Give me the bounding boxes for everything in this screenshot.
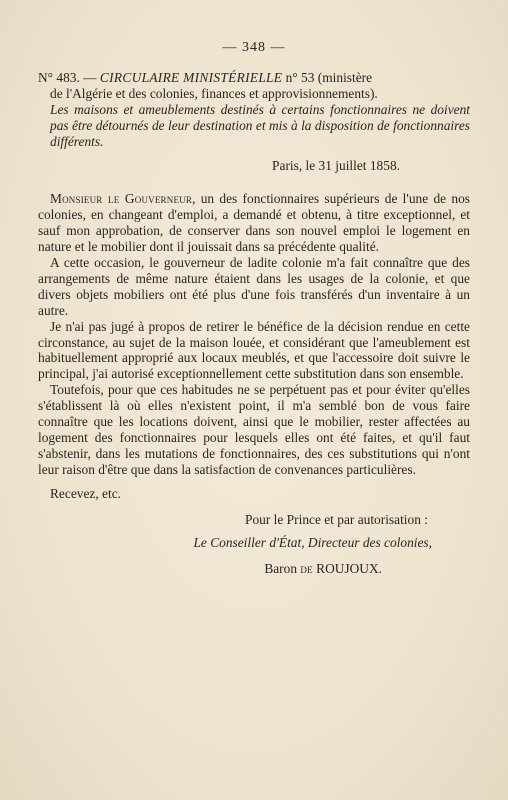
paragraph-3: Je n'ai pas jugé à propos de retirer le bénéfice de la décision rendue en cette circonstance, au sujet de la maison louée, et considérant que l'ameublement est habituellement approprié aux locaux meublés, et que l'accessoire doit suivre le principal, j'ai autorisé exceptionnellement cette substitution dans son ensemble. — [38, 318, 470, 382]
circular-subject: Les maisons et ameublements destinés à certains fonctionnaires ne doivent pas être détournés de leur destination et mis à la disposition de fonctionnaires différents. — [50, 101, 470, 149]
circular-number: N° 483. — [38, 69, 80, 85]
circular-title: CIRCULAIRE MINISTÉRIELLE — [99, 69, 283, 85]
signature-authority: Pour le Prince et par autorisation : — [245, 511, 428, 527]
letter-body — [38, 191, 470, 477]
paragraph-4: Toutefois, pour que ces habitudes ne se perpétuent pas et pour éviter qu'elles s'établissent là où elles n'existent point, il m'a semblé bon de vous faire connaître que les locations doivent, ainsi que le mobilier, rester affectées au logement des fonctionnaires pour lesquels elles ont été faites, et qu'il faut s'abstenir, dans les mutations de fonctionnaires, des ces substitutions qui n'ont leur raison d'être que dans la satisfaction de convenances particulières. — [38, 382, 470, 477]
paragraph-1 — [38, 191, 470, 255]
closing-formula: Recevez, etc. — [50, 485, 121, 501]
circular-heading — [38, 70, 470, 150]
paragraph-1-text: , un des fonctionnaires supérieurs de l'une de nos colonies, en changeant d'emploi, a demandé et obtenu, à titre exceptionnel, et sauf mon approbation, de conserver dans son nouvel emploi le logement en nature et le mobilier dont il jouissait dans sa précédente qualité. — [38, 191, 470, 255]
paragraph-2: A cette occasion, le gouverneur de ladite colonie m'a fait connaître que des arrangements de même nature étaient dans les usages de la colonie, et que divers objets mobiliers ont été plus d'une fois transférés d'un inventaire à un autre. — [38, 254, 470, 318]
signature-name-prefix: Baron — [264, 561, 301, 577]
page-content — [38, 40, 470, 577]
heading-dash: — — [79, 69, 100, 85]
signature-name-surname: ROUJOUX. — [312, 561, 382, 577]
circular-ministry: de l'Algérie et des colonies, finances et approvisionnements). — [50, 85, 378, 101]
circular-ministry-number: n° 53 (ministère — [282, 69, 373, 85]
signature-name-particle: de — [300, 561, 313, 577]
salutation: Monsieur le Gouverneur — [50, 191, 193, 207]
signature-name — [38, 561, 470, 577]
dateline: Paris, le 31 juillet 1858. — [272, 158, 400, 174]
page-number: — 348 — — [222, 40, 286, 55]
signature-title: Le Conseiller d'État, Directeur des colonies, — [193, 535, 432, 551]
